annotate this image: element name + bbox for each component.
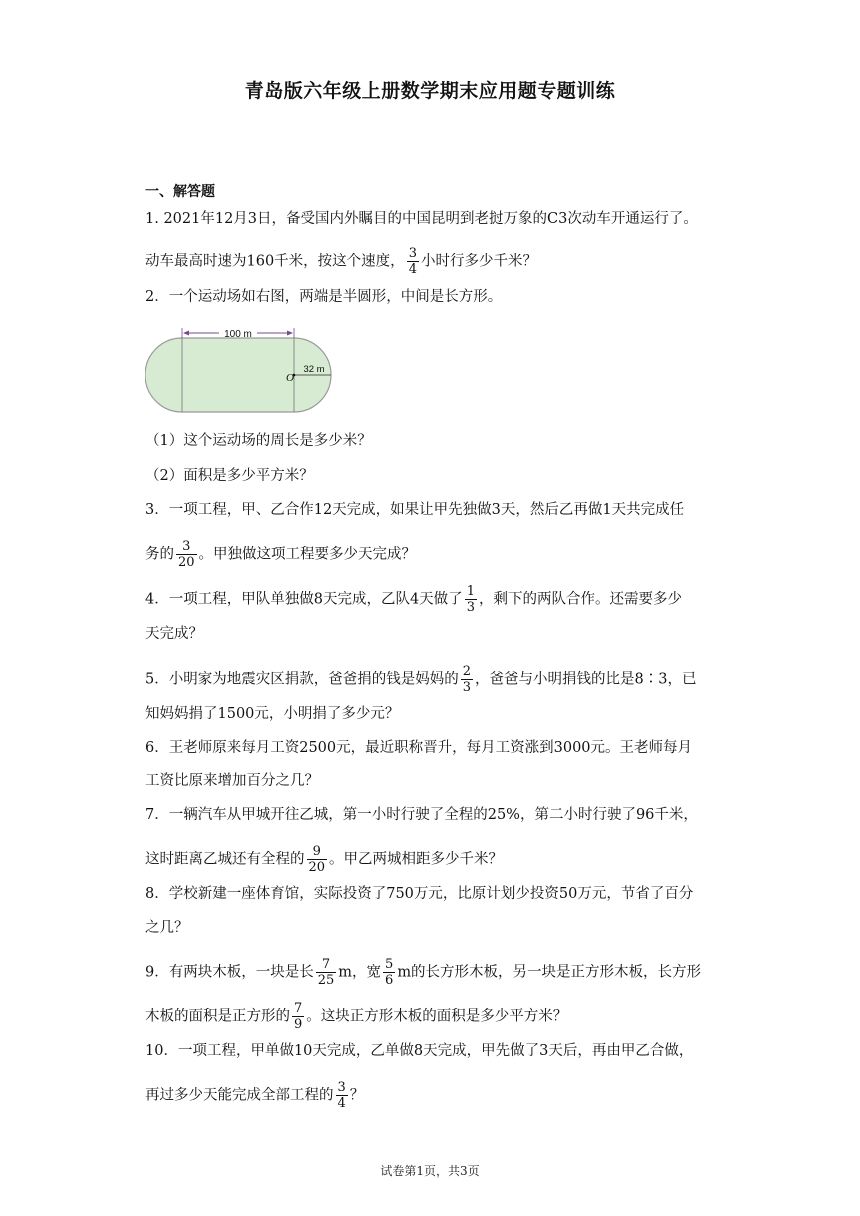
sports-field-figure [145,324,345,420]
q3-line1: 3．一项工程，甲、乙合作12天完成，如果让甲先独做3天，然后乙再做1天共完成任 [145,502,685,518]
section-heading: 一、解答题 [145,184,215,200]
q2-line1: 2．一个运动场如右图，两端是半圆形，中间是长方形。 [145,289,503,305]
q8-line1: 8．学校新建一座体育馆，实际投资了750万元，比原计划少投资50万元，节省了百分 [145,886,694,902]
length-label: 100 m [224,329,252,340]
q10-line2: 再过多少天能完成全部工程的 $\frac{3}{4}$ ？ [145,1080,365,1111]
fraction: $\frac{7}{25}$ [317,957,335,988]
fraction: $\frac{1}{3}$ [466,584,475,615]
fraction: $\frac{9}{20}$ [308,844,326,875]
q6-line2: 工资比原来增加百分之几？ [145,773,319,789]
q2-sub1: （1）这个运动场的周长是多少米？ [145,433,372,449]
q9-line1: 9．有两块木板，一块是长 $\frac{7}{25}$ m，宽 $\frac{5}{6}$ m的长方形木板，另一块是正方形木板，长方形 [145,957,702,988]
q4-line2: 天完成？ [145,626,203,642]
q7-line1: 7．一辆汽车从甲城开往乙城，第一小时行驶了全程的25%，第二小时行驶了96千米， [145,807,698,823]
radius-label: 32 m [303,364,325,375]
fraction: $\frac{2}{3}$ [462,664,472,695]
q6-line1: 6．王老师原来每月工资2500元，最近职称晋升，每月工资涨到3000元。王老师每月 [145,740,693,756]
q4-line1: 4．一项工程，甲队单独做8天完成，乙队4天做了 $\frac{1}{3}$ ，剩下的两队合作。还需要多少 [145,584,682,615]
q9-line2: 木板的面积是正方形的 $\frac{7}{9}$ 。这块正方形木板的面积是多少平方米？ [145,1001,568,1032]
q7-line2: 这时距离乙城还有全程的 $\frac{9}{20}$ 。甲乙两城相距多少千米？ [145,844,504,875]
q10-line1: 10．一项工程，甲单做10天完成，乙单做8天完成，甲先做了3天后，再由甲乙合做， [145,1043,694,1059]
fraction: $\frac{3}{4}$ [337,1080,346,1111]
q3-line2: 务的 $\frac{3}{20}$ 。甲独做这项工程要多少天完成？ [145,539,417,570]
q8-line2: 之几？ [145,920,189,936]
q5-line2: 知妈妈捐了1500元，小明捐了多少元？ [145,706,400,722]
q1-line2: 动车最高时速为160千米，按这个速度， $\frac{3}{4}$ 小时行多少千米？ [145,246,537,277]
page-footer: 试卷第1页，共3页 [380,1164,480,1178]
fraction: $\frac{5}{6}$ [385,957,394,988]
center-label: O [286,372,294,384]
q5-line1: 5．小明家为地震灾区捐款，爸爸捐的钱是妈妈的 $\frac{2}{3}$ ，爸爸与小明捐钱的比是8∶3，已 [145,664,697,695]
fraction: $\frac{7}{9}$ [294,1001,303,1032]
q2-sub2: （2）面积是多少平方米？ [145,468,314,484]
page-title: 青岛版六年级上册数学期末应用题专题训练 [244,80,616,102]
fraction: $\frac{3}{4}$ [408,246,417,277]
fraction: $\frac{3}{20}$ [178,539,195,570]
q1-line1: 1. 2021年12月3日，备受国内外瞩目的中国昆明到老挝万象的C3次动车开通运行了。 [145,211,698,227]
